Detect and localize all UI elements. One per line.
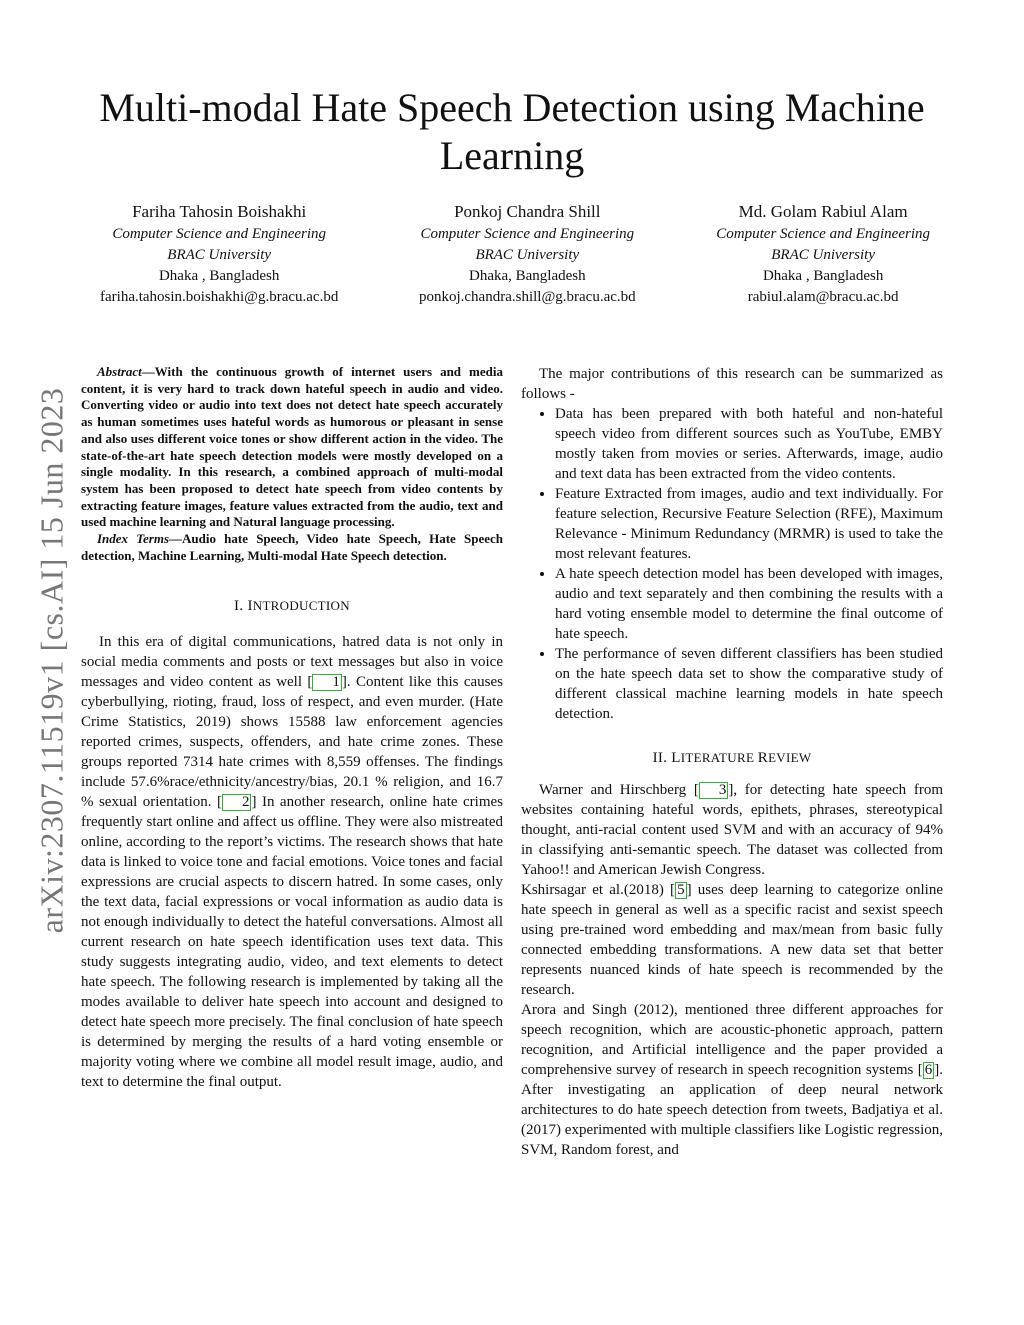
index-terms: Index Terms—Audio hate Speech, Video hate Speech, Hate Speech detection, Machine Learning, Multi-modal Hate Speech detection. <box>81 531 503 563</box>
contributions-intro: The major contributions of this research can be summarized as follows - <box>521 366 943 402</box>
abstract-text: With the continuous growth of internet users and media content, it is very hard to track down hateful speech in audio and video. Converting video or audio into text does not detect hate speech accurately as human sometimes uses hateful words as humorous or pleasant in sense and also uses different voice tones or show different action in the video. The state-of-the-art hate speech detection models were mostly developed on a single modality. In this research, a combined approach of multi-modal system has been proposed to detect hate speech from video contents by extracting feature images, feature values extracted from the audio, text and used machine learning and Natural language processing. <box>81 364 503 530</box>
text-run: ], for detecting hate speech from websites containing hateful words, epithets, phrases, stereotypical thought, anti-racial content used SVM and with an accuracy of 94% in classifying anti-semantic speech. The dataset was collected from Yahoo!! and American Jewish Congress. <box>521 782 943 878</box>
citation-link[interactable]: 1 <box>312 674 342 691</box>
author-block <box>100 200 930 308</box>
section-heading-introduction <box>81 596 503 616</box>
section-heading-rest: ITERATURE <box>680 750 758 765</box>
citation-link[interactable]: 3 <box>699 782 729 799</box>
text-run: ] uses deep learning to categorize online hate speech in general as well as a specific racist and sexist speech using pre-trained word embedding and max/mean from basic fully connected embedding transformations. A new data set that better represents nuanced kinds of hate speech is recommended by the research. <box>521 882 943 998</box>
intro-paragraph <box>81 632 503 1092</box>
author-name: Md. Golam Rabiul Alam <box>738 202 908 221</box>
litreview-paragraph <box>521 880 943 1000</box>
abstract: Abstract—With the continuous growth of internet users and media content, it is very hard to track down hateful speech in audio and video. Converting video or audio into text does not detect hate speech accurately as human sometimes uses hateful words as humorous or pleasant in sense and also uses different voice tones or show different action in the video. The state-of-the-art hate speech detection models were mostly developed on a single modality. In this research, a combined approach of multi-modal system has been proposed to detect hate speech from video contents by extracting feature images, feature values extracted from the audio, text and used machine learning and Natural language processing. <box>81 364 503 530</box>
citation-link[interactable]: 6 <box>924 1062 933 1078</box>
contributions-list <box>521 404 943 724</box>
list-item: • Feature Extracted from images, audio and text individually. For feature selection, Recursive Feature Selection (RFE), Maximum Relevance - Minimum Redundancy (MRMR) is used to take the most relevant features. <box>555 484 943 564</box>
text-run: ] In another research, online hate crimes frequently start online and affect us offline. They were also mistreated online, according to the report’s victims. The research shows that hate data is linked to voice tone and facial emotions. Voice tones and facial expressions are crucial aspects to discern hatred. In some cases, only the text data, facial expressions or vocal information as audio data is not enough individually to detect the hateful conversations. Almost all current research on hate speech identification uses text data. This study suggests integrating audio, video, and text elements to detect hate speech. The following research is implemented by taking all the modes available to deliver hate speech into account and designed to detect hate speech more precisely. The final conclusion of hate speech is determined by merging the results of a hard voting ensemble or majority voting where we combine all model result image, audio, and text to determine the final output. <box>81 794 503 1091</box>
citation-link[interactable]: 5 <box>677 882 685 898</box>
text-run: ]. Content like this causes cyberbullying, rioting, fraud, loss of respect, and even murder. (Hate Crime Statistics, 2019) shows 15588 law enforcement agencies reported crimes, suspects, offenders, and hate crime zones. These groups reported 7314 hate crimes with 8,559 offenses. The findings include 57.6%race/ethnicity/ancestry/bias, 20.1 % religion, and 16.7 % sexual orientation. [ <box>81 674 503 811</box>
author-3 <box>716 200 930 308</box>
litreview-paragraph <box>521 1000 943 1160</box>
author-name: Ponkoj Chandra Shill <box>454 202 601 221</box>
section-heading-rest: NTRODUCTION <box>252 598 350 614</box>
author-name: Fariha Tahosin Boishakhi <box>132 202 307 221</box>
paper-title: Multi-modal Hate Speech Detection using Machine Learning <box>99 85 925 178</box>
text-run: In this era of digital communications, hatred data is not only in social media comments and posts or text messages but also in voice messages and video content as well [ <box>81 634 503 691</box>
author-email: fariha.tahosin.boishakhi@g.bracu.ac.bd <box>100 289 339 305</box>
list-item: • The performance of seven different classifiers has been studied on the hate speech data set to show the comparative study of different classical machine learning models in hate speech detection. <box>555 644 943 724</box>
author-univ: BRAC University <box>167 247 272 263</box>
section-heading-cap: R <box>757 750 769 766</box>
index-terms-text: Audio hate Speech, Video hate Speech, Hate Speech detection, Machine Learning, Multi-modal Hate Speech detection. <box>81 531 503 563</box>
text-run: ]. After investigating an application of deep neural network architectures to do hate speech detection from tweets, Badjatiya et al.(2017) experimented with multiple classifiers like Logistic regression, SVM, Random forest, and <box>521 1062 943 1158</box>
section-heading-literature-review <box>521 748 943 768</box>
text-run: Arora and Singh (2012), mentioned three different approaches for speech recognition, which are acoustic-phonetic approach, pattern recognition, and Artificial intelligence and the paper provided a comprehensive survey of research in speech recognition systems [ <box>521 1002 943 1078</box>
left-column <box>81 364 503 1092</box>
author-email: rabiul.alam@bracu.ac.bd <box>747 289 899 305</box>
author-univ: BRAC University <box>771 247 875 263</box>
index-terms-label: Index Terms <box>97 531 170 547</box>
abstract-label: Abstract <box>97 364 142 379</box>
author-1 <box>100 200 338 308</box>
list-item: • Data has been prepared with both hateful and non-hateful speech video from different sources such as YouTube, EMBY mostly taken from movies or series. Afterwards, image, audio and text data has been extracted from the video contents. <box>555 404 943 484</box>
litreview-paragraph <box>521 780 943 880</box>
right-column <box>521 364 943 1160</box>
arxiv-identifier <box>32 370 72 950</box>
author-city: Dhaka , Bangladesh <box>158 268 280 284</box>
citation-link[interactable]: 2 <box>222 794 252 811</box>
arxiv-identifier-text: arXiv:2307.11519v1 [cs.AI] 15 Jun 2023 <box>33 387 70 933</box>
author-dept: Computer Science and Engineering <box>716 226 930 242</box>
author-email: ponkoj.chandra.shill@g.bracu.ac.bd <box>418 289 636 305</box>
text-run: Kshirsagar et al.(2018) [ <box>521 882 676 898</box>
section-heading-end: EVIEW <box>768 750 812 765</box>
list-item: • A hate speech detection model has been developed with images, audio and text separately and then combining the results with a hard voting ensemble model to determine the final outcome of hate speech. <box>555 564 943 644</box>
section-heading-num: I. I <box>234 598 253 615</box>
author-dept: Computer Science and Engineering <box>420 226 635 242</box>
author-2 <box>419 200 636 308</box>
author-city: Dhaka, Bangladesh <box>468 268 586 284</box>
author-univ: BRAC University <box>475 247 580 263</box>
text-run: Warner and Hirschberg [ <box>539 782 699 798</box>
section-heading-num: II. L <box>652 750 681 766</box>
author-dept: Computer Science and Engineering <box>112 226 327 242</box>
author-city: Dhaka , Bangladesh <box>762 268 884 284</box>
